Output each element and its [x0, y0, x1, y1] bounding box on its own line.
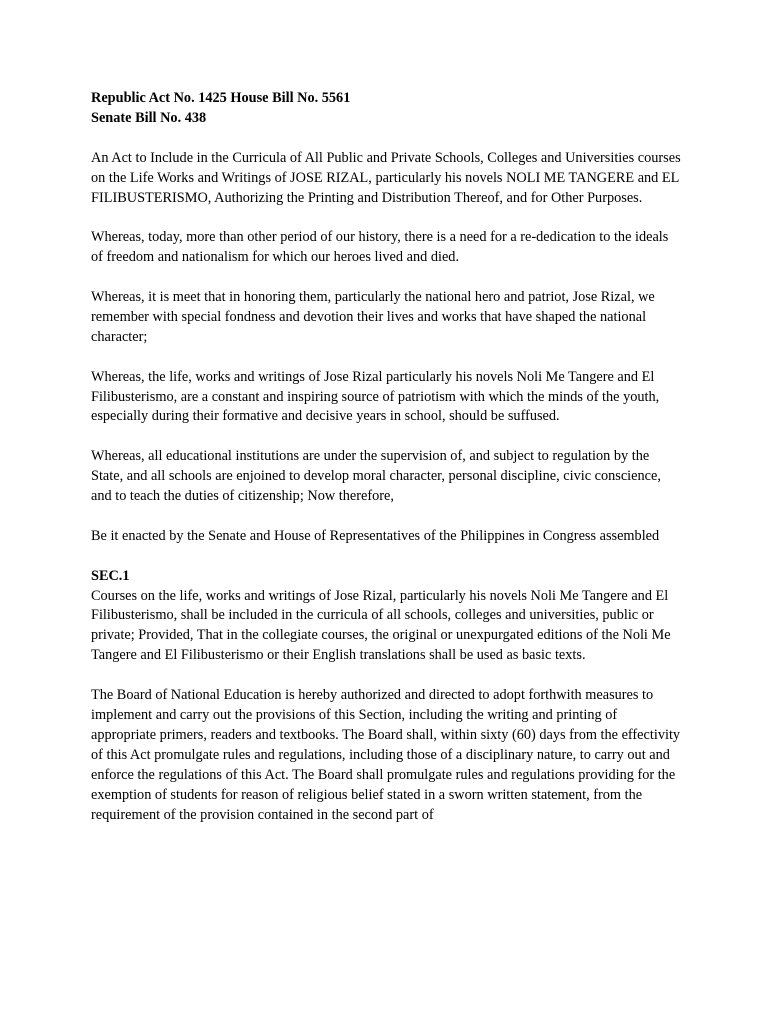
whereas-paragraph-1: Whereas, today, more than other period of our history, there is a need for a re-dedication to the ideals of freedom and nationalism for which our heroes lived and died.: [91, 229, 669, 266]
section-1-paragraph-2: The Board of National Education is hereby authorized and directed to adopt forthwith measures to implement and carry out the provisions of this Section, including the writing and printing of appropriate primers, readers and textbooks. The Board shall, within sixty (60) days from the effectivity of this Act promulgate rules and regulations, including those of a disciplinary nature, to carry out and enforce the regulations of this Act. The Board shall promulgate rules and regulations providing for the exemption of students for reason of religious belief stated in a sworn written statement, from the requirement of the provision contained in the second part of: [91, 687, 681, 823]
whereas-paragraph-2: Whereas, it is meet that in honoring them, particularly the national hero and patriot, Jose Rizal, we remember with special fondness and devotion their lives and works that have shaped the national character;: [91, 289, 655, 345]
act-header-line-2: Senate Bill No. 438: [91, 109, 207, 126]
enacting-clause: Be it enacted by the Senate and House of Representatives of the Philippines in Congress assembled: [91, 527, 660, 544]
act-header-line-1: Republic Act No. 1425 House Bill No. 5561: [91, 90, 351, 106]
act-title-paragraph: An Act to Include in the Curricula of All Public and Private Schools, Colleges and Universities courses on the Life Works and Writings of JOSE RIZAL, particularly his novels NOLI ME TANGERE and EL FILIBUSTERISMO, Authorizing the Printing and Distribution Thereof, and for Other Purposes.: [91, 149, 681, 206]
document-body: [91, 89, 681, 845]
section-1: [91, 567, 681, 667]
whereas-paragraph-3: Whereas, the life, works and writings of Jose Rizal particularly his novels Noli Me Tangere and El Filibusterismo, are a constant and inspiring source of patriotism with which the minds of the youth, especially during their formative and decisive years in school, should be suffused.: [91, 368, 660, 425]
section-1-heading: SEC.1: [91, 567, 130, 584]
act-header: [91, 89, 681, 129]
section-1-paragraph-1: Courses on the life, works and writings of Jose Rizal, particularly his novels Noli Me Tangere and El Filibusterismo, shall be included in the curricula of all schools, colleges and universities, public or private; Provided, That in the collegiate courses, the original or unexpurgated editions of the Noli Me Tangere and El Filibusterismo or their English translations shall be used as basic texts.: [91, 587, 671, 664]
whereas-paragraph-4: Whereas, all educational institutions are under the supervision of, and subject to regulation by the State, and all schools are enjoined to develop moral character, personal discipline, civic conscience, and to teach the duties of citizenship; Now therefore,: [91, 448, 661, 505]
